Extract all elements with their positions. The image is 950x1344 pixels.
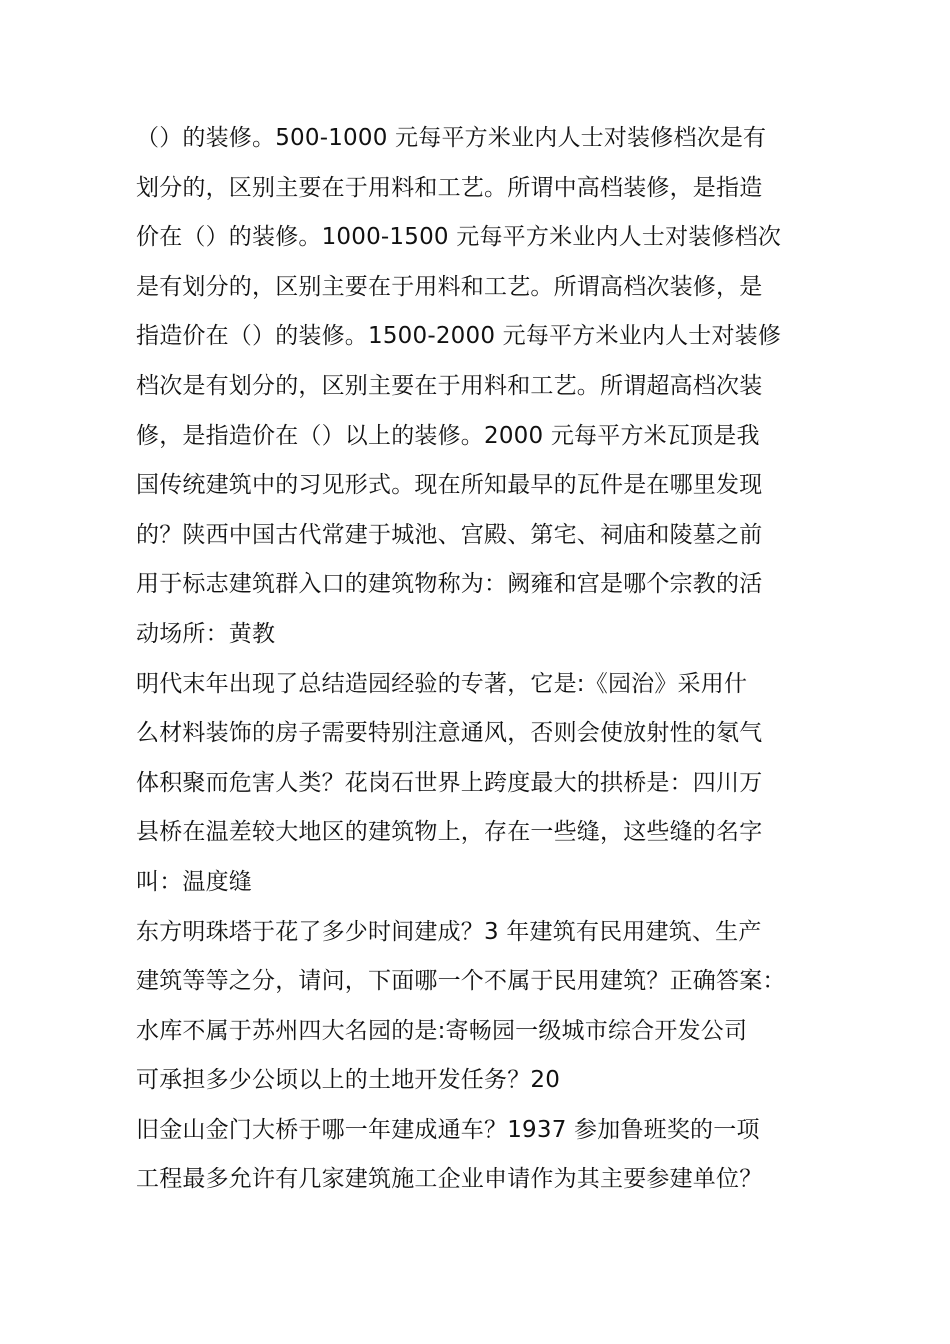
text-line: 县桥在温差较大地区的建筑物上，存在一些缝，这些缝的名字 — [136, 819, 763, 846]
text-line: 修，是指造价在（）以上的装修。2000 元每平方米瓦顶是我 — [136, 422, 760, 449]
text-line: 明代末年出现了总结造园经验的专著，它是:《园治》采用什 — [136, 670, 748, 697]
text-line: 档次是有划分的，区别主要在于用料和工艺。所谓超高档次装 — [136, 372, 763, 399]
text-line: 国传统建筑中的习见形式。现在所知最早的瓦件是在哪里发现 — [136, 472, 763, 499]
text-line: 建筑等等之分，请问，下面哪一个不属于民用建筑？正确答案： — [136, 968, 786, 995]
text-line: 么材料装饰的房子需要特别注意通风，否则会使放射性的氡气 — [136, 720, 763, 747]
text-line: 水库不属于苏州四大名园的是:寄畅园一级城市综合开发公司 — [136, 1017, 748, 1044]
text-line: 的？陕西中国古代常建于城池、宫殿、第宅、祠庙和陵墓之前 — [136, 521, 763, 548]
body-text — [136, 114, 826, 1205]
text-line: 体积聚而危害人类？花岗石世界上跨度最大的拱桥是：四川万 — [136, 769, 763, 796]
text-line: 东方明珠塔于花了多少时间建成？3 年建筑有民用建筑、生产 — [136, 918, 762, 945]
text-line: 划分的，区别主要在于用料和工艺。所谓中高档装修，是指造 — [136, 174, 763, 201]
text-line: 价在（）的装修。1000-1500 元每平方米业内人士对装修档次 — [136, 224, 782, 251]
text-line: 可承担多少公顷以上的土地开发任务？20 — [136, 1067, 561, 1094]
text-line: 指造价在（）的装修。1500-2000 元每平方米业内人士对装修 — [136, 323, 782, 350]
text-line: 动场所：黄教 — [136, 620, 276, 647]
text-line: 用于标志建筑群入口的建筑物称为：阙雍和宫是哪个宗教的活 — [136, 571, 763, 598]
text-line: 叫：温度缝 — [136, 868, 252, 895]
text-line: 旧金山金门大桥于哪一年建成通车？1937 参加鲁班奖的一项 — [136, 1116, 760, 1143]
text-line: （）的装修。500-1000 元每平方米业内人士对装修档次是有 — [136, 125, 767, 151]
text-line: 是有划分的，区别主要在于用料和工艺。所谓高档次装修，是 — [136, 273, 763, 300]
text-line: 工程最多允许有几家建筑施工企业申请作为其主要参建单位？ — [136, 1166, 763, 1193]
